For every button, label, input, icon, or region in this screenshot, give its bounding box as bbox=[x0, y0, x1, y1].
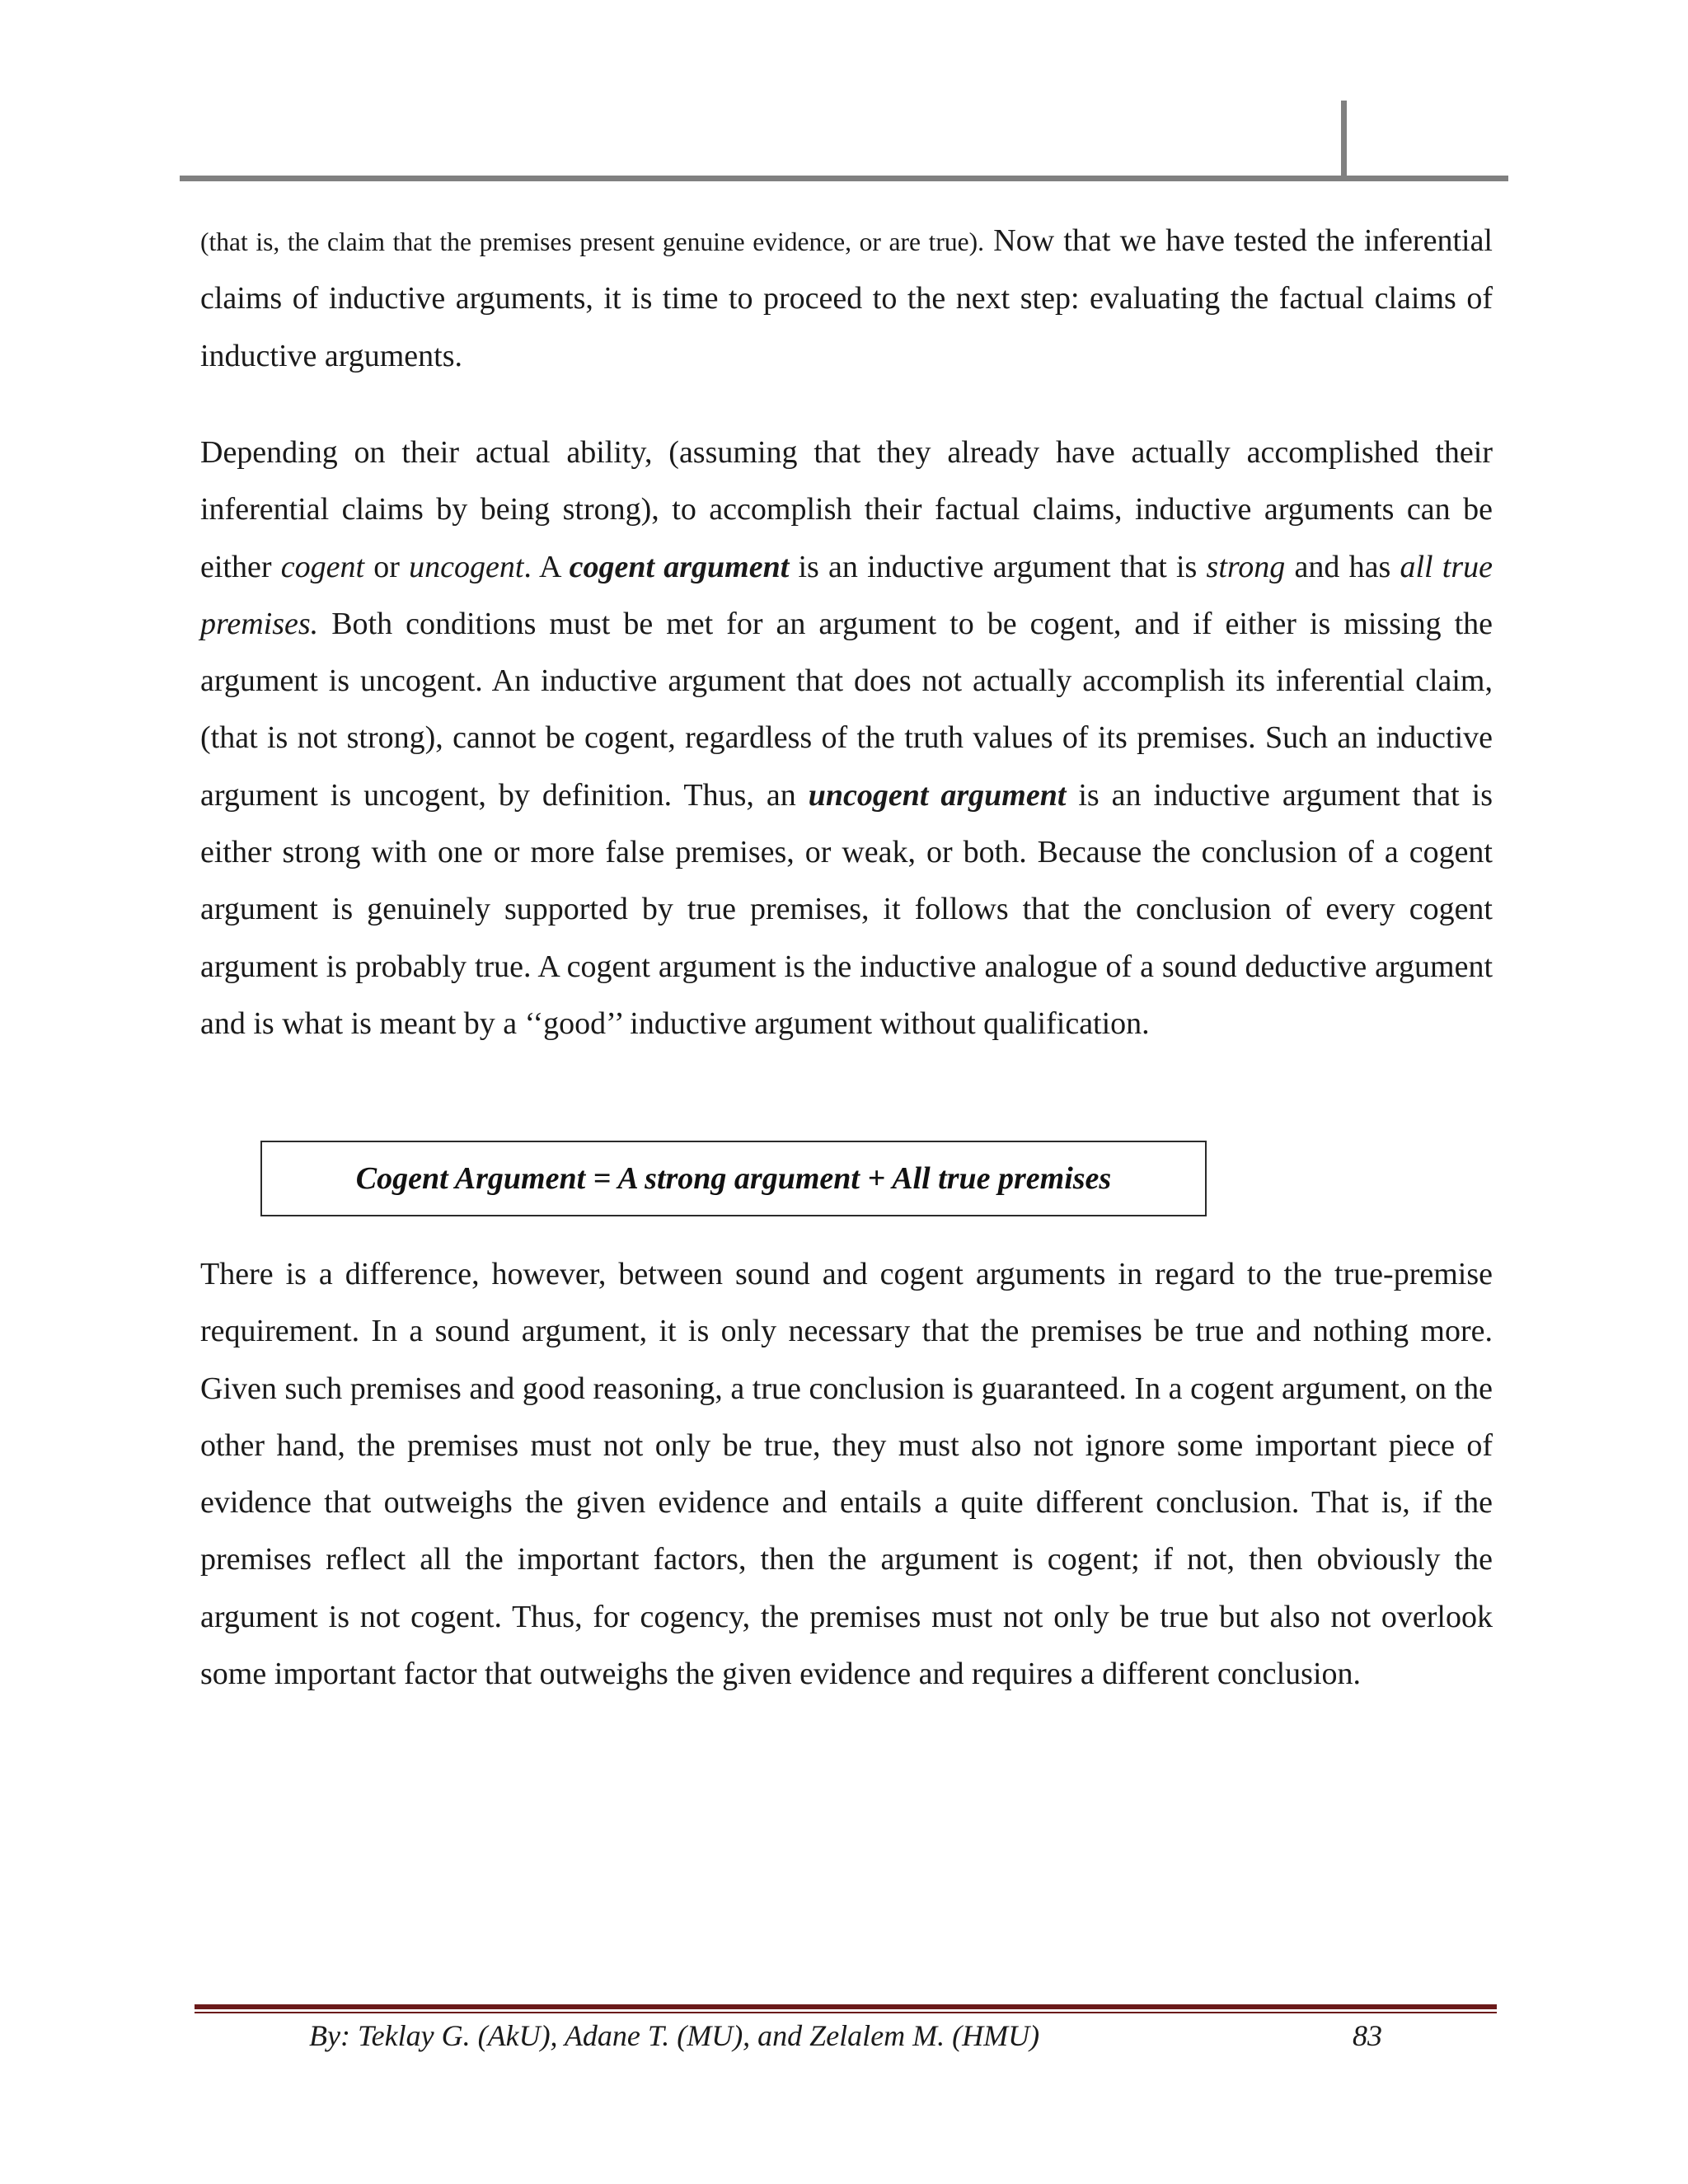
p2-text-5: Both conditions must be met for an argument to be cogent, and if either is missing the argument is uncogent. An inductive argument that does not actually accomplish its inferential claim, (that is not strong), cannot be cogent, regardless of the truth values of its premises. Such an inductive argument is uncogent, by definition. Thus, an bbox=[200, 606, 1493, 813]
formula-text: Cogent Argument = A strong argument + All true premises bbox=[355, 1161, 1112, 1196]
term-cogent: cogent bbox=[280, 549, 365, 584]
formula-box bbox=[260, 1141, 1207, 1216]
footer-credit: By: Teklay G. (AkU), Adane T. (MU), and Zelalem M. (HMU) bbox=[309, 2019, 1040, 2052]
p2-text-or: or bbox=[364, 549, 410, 584]
term-all-true-premises: all true premises. bbox=[200, 549, 1493, 641]
page-number: 83 bbox=[1353, 2019, 1382, 2052]
p2-text-1: Depending on their actual ability, (assuming that they already have actually accomplished their inferential claims by being strong), to accomplish their factual claims, inductive arguments can be either bbox=[200, 435, 1493, 584]
footer-rule-thick bbox=[195, 2004, 1497, 2009]
paragraph-cogent-definition bbox=[200, 424, 1493, 1052]
header-rule bbox=[180, 176, 1508, 181]
paragraph-intro-text: Now that we have tested the inferential claims of inductive arguments, it is time to proceed to the next step: evaluating the factual claims of inductive arguments. bbox=[200, 223, 1493, 373]
term-cogent-argument: cogent argument bbox=[569, 549, 790, 584]
term-strong: strong bbox=[1206, 549, 1286, 584]
p2-text-2: . A bbox=[523, 549, 570, 584]
paragraph-intro bbox=[200, 213, 1493, 385]
footer-rule-thin bbox=[195, 2012, 1497, 2013]
term-uncogent: uncogent bbox=[409, 549, 524, 584]
paragraph-sound-vs-cogent: There is a difference, however, between sound and cogent arguments in regard to the true-premise requirement. In a sound argument, it is only necessary that the premises be true and nothing more. Given such premises and good reasoning, a true conclusion is guaranteed. In a cogent argument, on the other hand, the premises must not only be true, they must also not ignore some important piece of evidence that outweighs the given evidence and entails a quite different conclusion. That is, if the premises reflect all the important factors, then the argument is cogent; if not, then obviously the argument is not cogent. Thus, for cogency, the premises must not only be true but also not overlook some important factor that outweighs the given evidence and requires a different conclusion. bbox=[200, 1257, 1493, 1692]
header-tick bbox=[1341, 101, 1347, 178]
term-uncogent-argument: uncogent argument bbox=[808, 777, 1067, 813]
p2-text-4: and has bbox=[1285, 549, 1400, 584]
p2-text-3: is an inductive argument that is bbox=[789, 549, 1207, 584]
paragraph-intro-small-text: (that is, the claim that the premises present genuine evidence, or are true). bbox=[200, 227, 984, 256]
p2-text-6: is an inductive argument that is either strong with one or more false premises, or weak, or both. Because the conclusion of a cogent argument is genuinely supported by true premises, it follows that the conclusion of every cogent argument is probably true. A cogent argument is the inductive analogue of a sound deductive argument and is what is meant by a ‘‘good’’ inductive argument without qualification. bbox=[200, 777, 1493, 1041]
